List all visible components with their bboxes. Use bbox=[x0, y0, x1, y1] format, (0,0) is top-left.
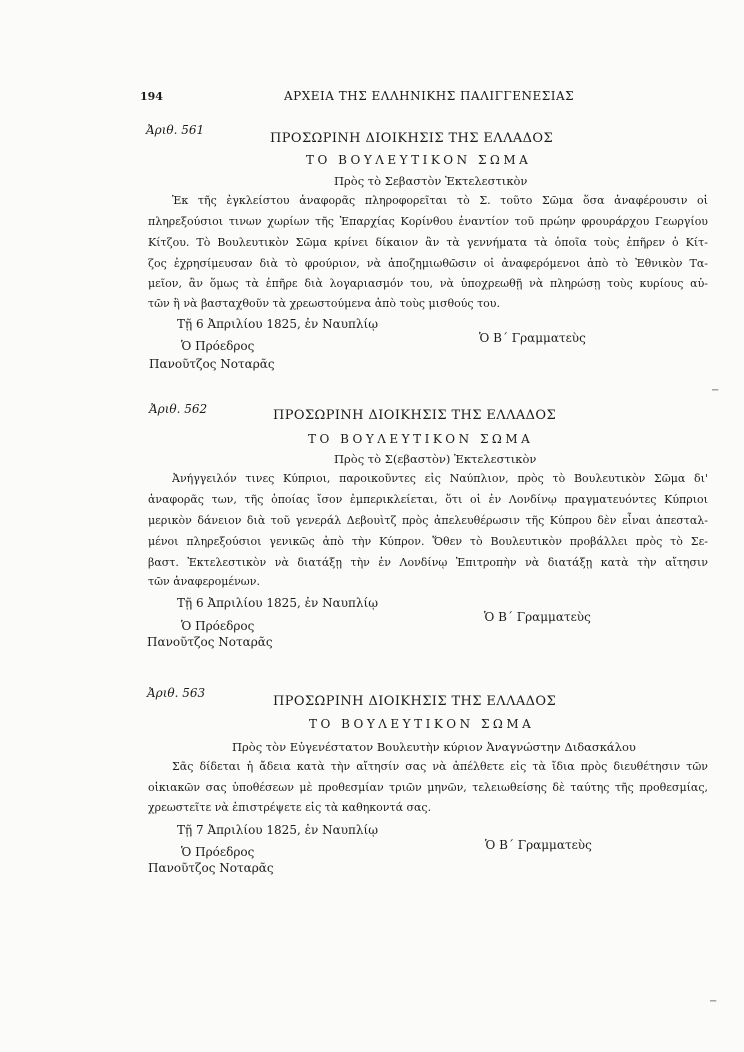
body-line: ζος ἐχρησίμευσαν διὰ τὸ φρούριον, νὰ ἀποζημιωθῶσιν οἱ ἀναφερόμενοι ἀπὸ τὸ Ἐθνικὸν Τα- bbox=[148, 257, 708, 270]
document-subheading: ΤΟ ΒΟΥΛΕΥΤΙΚΟΝ ΣΩΜΑ bbox=[309, 717, 535, 731]
president-title: Ὁ Πρόεδρος bbox=[181, 845, 255, 859]
document-number: Ἀριθ. 563 bbox=[147, 686, 206, 700]
document-date: Τῇ 7 Ἀπριλίου 1825, ἐν Ναυπλίῳ bbox=[177, 823, 379, 837]
president-name: Πανοῦτζος Νοταρᾶς bbox=[149, 357, 275, 371]
body-line: τῶν ἢ νὰ βασταχθοῦν τὰ χρεωστούμενα ἀπὸ τοὺς μισθούς του. bbox=[148, 297, 500, 310]
document-date: Τῇ 6 Ἀπριλίου 1825, ἐν Ναυπλίῳ bbox=[177, 317, 379, 331]
scan-edge-mark: − bbox=[711, 385, 720, 396]
running-head: ΑΡΧΕΙΑ ΤΗΣ ΕΛΛΗΝΙΚΗΣ ΠΑΛΙΓΓΕΝΕΣΙΑΣ bbox=[284, 89, 575, 103]
body-line: βαστ. Ἐκτελεστικὸν νὰ διατάξῃ τὴν ἐν Λονδίνῳ Ἐπιτροπὴν νὰ διατάξῃ κατὰ τὴν αἴτησιν bbox=[148, 556, 708, 569]
page-number: 194 bbox=[140, 90, 163, 103]
body-line: Ἐκ τῆς ἐγκλείστου ἀναφορᾶς πληροφορεῖται τὸ Σ. τοῦτο Σῶμα ὅσα ἀναφέρουσιν οἱ bbox=[172, 194, 708, 207]
document-addressee: Πρὸς τὸ Σ(εβαστὸν) Ἐκτελεστικὸν bbox=[334, 452, 537, 466]
body-line: μεῖον, ἂν ὅμως τὰ ἐπῆρε διὰ λογαριασμόν του, νὰ ὑποχρεωθῇ νὰ πληρώσῃ τοὺς κυρίους αὐ- bbox=[148, 277, 708, 290]
document-number: Ἀριθ. 562 bbox=[149, 402, 208, 416]
body-line: μερικὸν δάνειον διὰ τοῦ γενεράλ Δεβουὶτζ πρὸς ἀπελευθέρωσιν τῆς Κύπρου δὲν εἶναι ἀπεσταλ- bbox=[148, 514, 708, 527]
document-addressee: Πρὸς τὸν Εὐγενέστατον Βουλευτὴν κύριον Ἀναγνώστην Διδασκάλου bbox=[232, 740, 636, 754]
president-title: Ὁ Πρόεδρος bbox=[181, 339, 255, 353]
secretary-title: Ὁ Β΄ Γραμματεὺς bbox=[484, 610, 591, 624]
scan-edge-mark: − bbox=[709, 996, 718, 1007]
document-subheading: ΤΟ ΒΟΥΛΕΥΤΙΚΟΝ ΣΩΜΑ bbox=[306, 153, 532, 167]
secretary-title: Ὁ Β΄ Γραμματεὺς bbox=[479, 331, 586, 345]
document-heading: ΠΡΟΣΩΡΙΝΗ ΔΙΟΙΚΗΣΙΣ ΤΗΣ ΕΛΛΑΔΟΣ bbox=[270, 131, 554, 146]
president-name: Πανοῦτζος Νοταρᾶς bbox=[148, 861, 274, 875]
secretary-title: Ὁ Β΄ Γραμματεὺς bbox=[485, 838, 592, 852]
body-line: Κίτζου. Τὸ Βουλευτικὸν Σῶμα κρίνει δίκαιον ἂν τὰ γεννήματα τὰ ὁποῖα τοὺς ἐπῆρεν ὁ Κίτ- bbox=[148, 236, 708, 249]
document-heading: ΠΡΟΣΩΡΙΝΗ ΔΙΟΙΚΗΣΙΣ ΤΗΣ ΕΛΛΑΔΟΣ bbox=[273, 694, 557, 709]
body-line: μένοι πληρεξούσιοι γενικῶς ἀπὸ τὴν Κύπρον. Ὅθεν τὸ Βουλευτικὸν προβάλλει πρὸς τὸ Σε- bbox=[148, 535, 708, 548]
document-heading: ΠΡΟΣΩΡΙΝΗ ΔΙΟΙΚΗΣΙΣ ΤΗΣ ΕΛΛΑΔΟΣ bbox=[273, 408, 557, 423]
body-line: Σᾶς δίδεται ἡ ἄδεια κατὰ τὴν αἴτησίν σας νὰ ἀπέλθετε εἰς τὰ ἴδια πρὸς διευθέτησιν τῶν bbox=[172, 760, 708, 773]
president-name: Πανοῦτζος Νοταρᾶς bbox=[147, 635, 273, 649]
document-number: Ἀριθ. 561 bbox=[146, 123, 205, 137]
body-line: Ἀνήγγειλόν τινες Κύπριοι, παροικοῦντες εἰς Ναύπλιον, πρὸς τὸ Βουλευτικὸν Σῶμα δι' bbox=[172, 472, 708, 485]
body-line: ἀναφορᾶς των, τῆς ὁποίας ἴσον ἐμπερικλείεται, ὅτι οἱ ἐν Λονδίνῳ πραγματευόντες Κύπριοι bbox=[148, 493, 708, 506]
president-title: Ὁ Πρόεδρος bbox=[181, 619, 255, 633]
document-date: Τῇ 6 Ἀπριλίου 1825, ἐν Ναυπλίῳ bbox=[177, 596, 379, 610]
body-line: οἰκιακῶν σας ὑποθέσεων μὲ προθεσμίαν τριῶν μηνῶν, τελειωθείσης δὲ ταύτης τῆς προθεσμίας, bbox=[148, 781, 708, 794]
body-line: χρεωστεῖτε νὰ ἐπιστρέψετε εἰς τὰ καθηκοντά σας. bbox=[148, 801, 432, 814]
body-line: πληρεξούσιοι τινων χωρίων τῆς Ἐπαρχίας Κορίνθου ἐναντίον τοῦ πρώην φρουράρχου Γεωργίου bbox=[148, 215, 708, 228]
document-subheading: ΤΟ ΒΟΥΛΕΥΤΙΚΟΝ ΣΩΜΑ bbox=[308, 432, 534, 446]
body-line: τῶν ἀναφερομένων. bbox=[148, 575, 260, 588]
document-addressee: Πρὸς τὸ Σεβαστὸν Ἐκτελεστικὸν bbox=[334, 174, 528, 188]
